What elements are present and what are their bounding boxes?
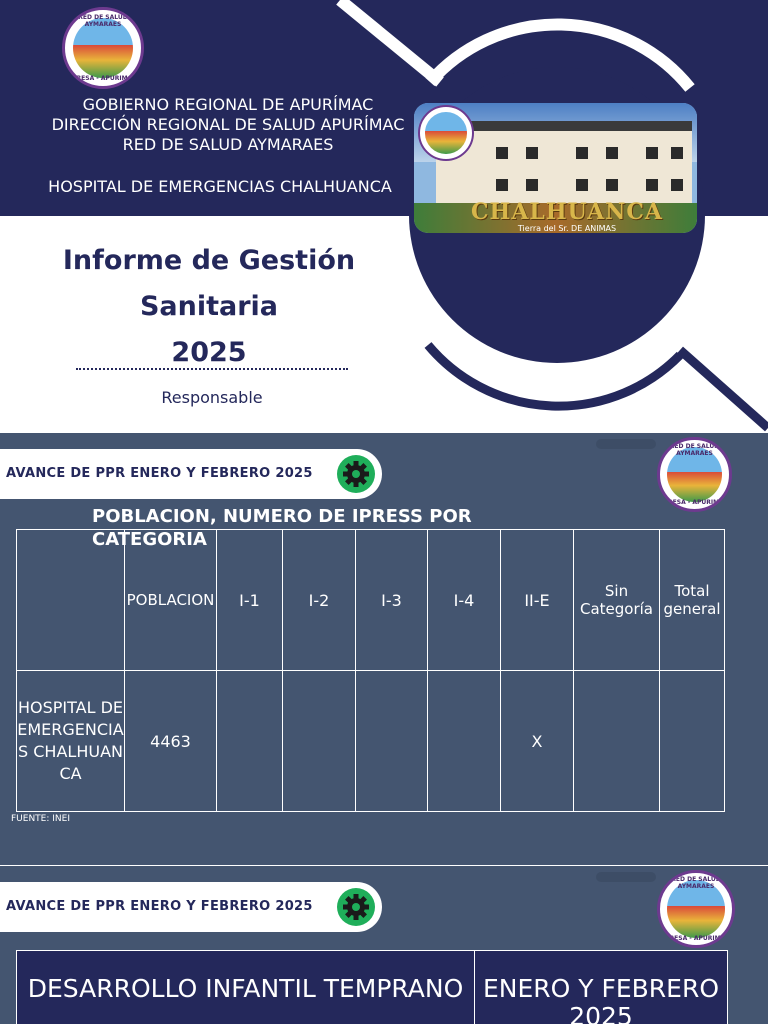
gear-icon bbox=[333, 451, 379, 497]
logo-text-top: RED DE SALUD AYMARAES bbox=[671, 876, 721, 890]
white-diagonal bbox=[340, 0, 440, 82]
logo-text-top: RED DE SALUD AYMARAES bbox=[78, 14, 128, 28]
table-title: POBLACION, NUMERO DE IPRESS POR CATEGORIA bbox=[92, 506, 472, 550]
title-year: 2025 bbox=[171, 337, 247, 368]
header-cell: I-1 bbox=[217, 530, 283, 671]
header-line-2: DIRECCIÓN REGIONAL DE SALUD APURÍMAC bbox=[51, 115, 405, 134]
row-cell bbox=[217, 671, 283, 812]
row-cell bbox=[574, 671, 660, 812]
hospital-name: HOSPITAL DE EMERGENCIAS CHALHUANCA bbox=[48, 177, 392, 196]
source-note: FUENTE: INEI bbox=[11, 814, 70, 824]
blurred-mark bbox=[596, 872, 656, 882]
header-cell: I-4 bbox=[428, 530, 501, 671]
header-cell: Sin Categoría bbox=[574, 530, 660, 671]
dit-table bbox=[16, 950, 728, 1024]
population-table bbox=[16, 529, 725, 812]
dit-header-row bbox=[17, 951, 728, 1024]
header-cell bbox=[17, 530, 125, 671]
row-cell: HOSPITAL DE EMERGENCIAS CHALHUANCA bbox=[17, 671, 125, 812]
report-title bbox=[30, 238, 388, 376]
title-line-2: Sanitaria bbox=[139, 291, 279, 322]
logo-text-bottom: DIRESA - APURIMAC bbox=[69, 75, 137, 82]
gear-icon bbox=[333, 884, 379, 930]
header-line-3: RED DE SALUD AYMARAES bbox=[122, 135, 334, 154]
table-row bbox=[17, 671, 725, 812]
ppr-banner-text: AVANCE DE PPR ENERO Y FEBRERO 2025 bbox=[6, 899, 313, 914]
dit-slide bbox=[0, 866, 768, 1024]
row-cell bbox=[356, 671, 428, 812]
photo-sign: CHALHUANCA bbox=[471, 199, 663, 225]
population-slide bbox=[0, 433, 768, 865]
red-de-salud-logo bbox=[657, 870, 735, 948]
dit-header-cell: ENERO Y FEBRERO 2025 bbox=[475, 951, 728, 1024]
responsible-label: Responsable bbox=[161, 388, 263, 407]
header-cell: II-E bbox=[501, 530, 574, 671]
row-cell: 4463 bbox=[125, 671, 217, 812]
hospital-photo bbox=[414, 103, 697, 233]
header-cell: POBLACION bbox=[125, 530, 217, 671]
logo-text-top: RED DE SALUD AYMARAES bbox=[669, 443, 720, 457]
row-cell bbox=[660, 671, 725, 812]
dit-header-cell: DESARROLLO INFANTIL TEMPRANO bbox=[17, 951, 475, 1024]
red-de-salud-logo bbox=[657, 437, 732, 512]
logo-text-bottom: DIRESA - APURIMAC bbox=[660, 499, 729, 506]
logo-text-bottom: DIRESA - APURIMAC bbox=[662, 935, 730, 942]
photo-subtitle: Tierra del Sr. DE ANIMAS bbox=[517, 224, 617, 233]
photo-logo bbox=[418, 105, 474, 161]
table-header-row bbox=[17, 530, 725, 671]
ppr-banner-text: AVANCE DE PPR ENERO Y FEBRERO 2025 bbox=[6, 466, 313, 481]
ppr-banner bbox=[0, 449, 382, 499]
header-line-1: GOBIERNO REGIONAL DE APURÍMAC bbox=[82, 95, 374, 114]
red-de-salud-logo bbox=[62, 7, 144, 89]
ppr-banner bbox=[0, 882, 382, 932]
row-cell: X bbox=[501, 671, 574, 812]
row-cell bbox=[428, 671, 501, 812]
navy-diagonal bbox=[680, 350, 768, 428]
row-cell bbox=[283, 671, 356, 812]
blurred-mark bbox=[596, 439, 656, 449]
header-cell: I-3 bbox=[356, 530, 428, 671]
signature-line bbox=[76, 368, 348, 370]
title-line-1: Informe de Gestión bbox=[62, 245, 356, 276]
header-cell: Total general bbox=[660, 530, 725, 671]
title-slide bbox=[0, 0, 768, 432]
header-cell: I-2 bbox=[283, 530, 356, 671]
